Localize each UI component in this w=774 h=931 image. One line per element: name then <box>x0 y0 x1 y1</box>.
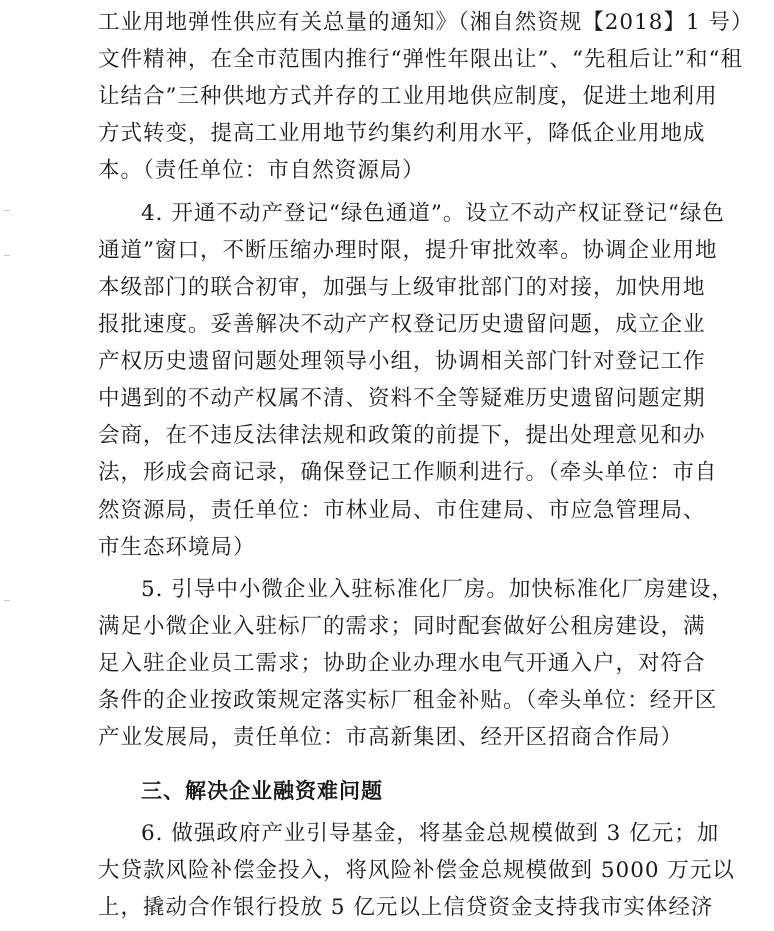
scan-margin-mark <box>4 255 10 256</box>
paragraph-line: 通道”窗口，不断压缩办理时限，提升审批效率。协调企业用地 <box>98 238 718 263</box>
paragraph-line: 文件精神，在全市范围内推行“弹性年限出让”、“先租后让”和“租 <box>98 47 743 72</box>
paragraph-line: 报批速度。妥善解决不动产产权登记历史遗留问题，成立企业 <box>98 312 706 337</box>
paragraph-line: 产业发展局，责任单位：市高新集团、经开区招商合作局） <box>98 725 684 750</box>
paragraph-line: 上，撬动合作银行投放 5 亿元以上信贷资金支持我市实体经济 <box>98 895 714 920</box>
paragraph-line: 大贷款风险补偿金投入，将风险补偿金总规模做到 5000 万元以 <box>98 858 735 883</box>
item-4-title-line: 4. 开通不动产登记“绿色通道”。设立不动产权证登记“绿色 <box>141 201 725 226</box>
paragraph-line: 中遇到的不动产权属不清、资料不全等疑难历史遗留问题定期 <box>98 386 706 411</box>
paragraph-line: 足入驻企业员工需求；协助企业办理水电气开通入户，对符合 <box>98 651 706 676</box>
paragraph-line: 本。（责任单位：市自然资源局） <box>98 158 425 183</box>
paragraph-line: 条件的企业按政策规定落实标厂租金补贴。（牵头单位：经开区 <box>98 688 718 713</box>
paragraph-line: 然资源局，责任单位：市林业局、市住建局、市应急管理局、 <box>98 498 706 523</box>
paragraph-line: 方式转变，提高工业用地节约集约利用水平，降低企业用地成 <box>98 121 706 146</box>
scan-margin-mark <box>4 210 10 211</box>
paragraph-line: 本级部门的联合初审，加强与上级审批部门的对接，加快用地 <box>98 275 706 300</box>
item-6-title-line: 6. 做强政府产业引导基金，将基金总规模做到 3 亿元；加 <box>141 821 720 846</box>
paragraph-line: 市生态环境局） <box>98 535 256 560</box>
paragraph-line: 产权历史遗留问题处理领导小组，协调相关部门针对登记工作 <box>98 349 706 374</box>
section-heading: 三、解决企业融资难问题 <box>141 779 383 803</box>
paragraph-line: 工业用地弹性供应有关总量的通知》（湘自然资规【2018】1 号） <box>98 10 754 35</box>
item-5-title-line: 5. 引导中小微企业入驻标准化厂房。加快标准化厂房建设， <box>141 577 734 602</box>
paragraph-line: 法，形成会商记录，确保登记工作顺利进行。（牵头单位：市自 <box>98 460 718 485</box>
paragraph-line: 让结合”三种供地方式并存的工业用地供应制度，促进土地利用 <box>98 84 718 109</box>
paragraph-line: 满足小微企业入驻标厂的需求；同时配套做好公租房建设，满 <box>98 614 706 639</box>
scan-margin-mark <box>4 600 10 601</box>
paragraph-line: 会商，在不违反法律法规和政策的前提下，提出处理意见和办 <box>98 423 706 448</box>
